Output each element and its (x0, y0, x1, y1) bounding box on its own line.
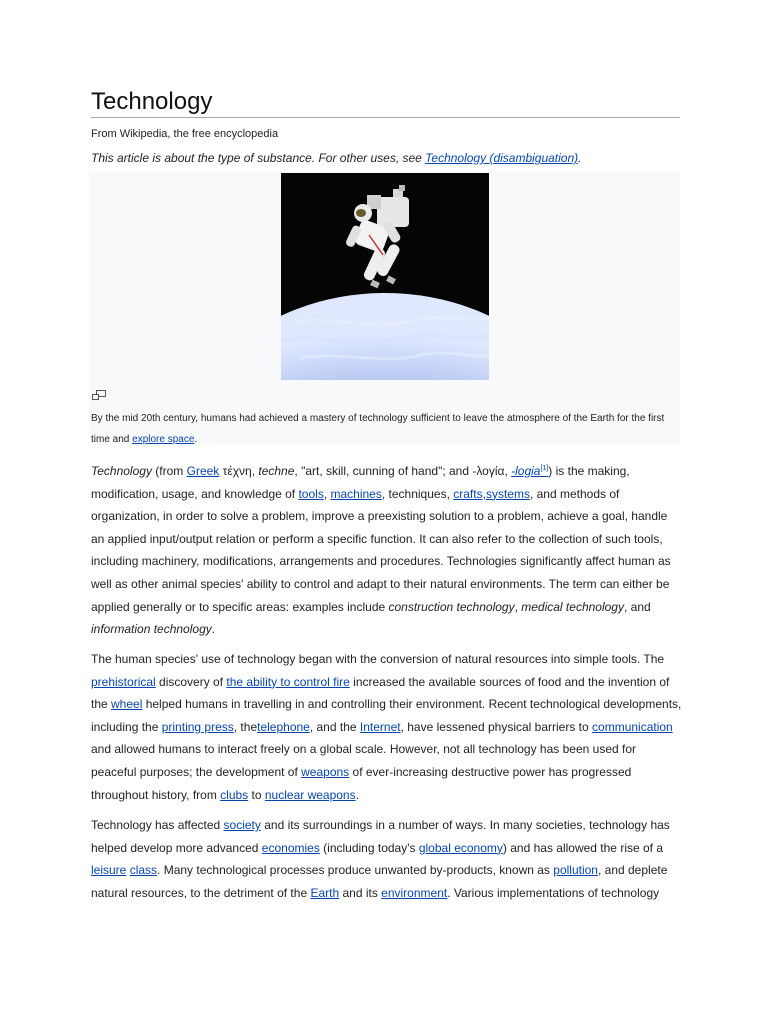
machines-link[interactable]: machines (330, 486, 382, 501)
text-run: to (248, 787, 265, 802)
text-run: of ever-increasing destructive power has progressed throughout history, from (91, 764, 632, 802)
text-run: ) and has allowed the rise of a (502, 840, 664, 855)
text-run: , have lessened physical barriers to (400, 719, 593, 734)
history-paragraph (91, 648, 683, 806)
telephone-link[interactable]: telephone (257, 719, 310, 734)
internet-link[interactable]: Internet (359, 719, 401, 734)
caption-text: By the mid 20th century, humans had achieved a mastery of technology sufficient to leave the atmosphere of the Earth for the first time and (91, 413, 665, 445)
text-run: increased the available sources of food and the invention of the (91, 674, 670, 712)
hatnote (91, 151, 582, 165)
environment-link[interactable]: environment (381, 885, 448, 900)
text-run: τέχνη, (219, 464, 259, 478)
greek-link[interactable]: Greek (186, 464, 220, 478)
title-divider (91, 117, 680, 118)
astronaut-in-space-photo-icon (281, 173, 489, 380)
text-run: , "art, skill, cunning of hand"; and -λογία, (294, 464, 512, 478)
impact-paragraph (91, 814, 683, 904)
term-techne: techne (258, 464, 295, 478)
caption-end: . (194, 434, 198, 445)
pollution-link[interactable]: pollution (553, 863, 598, 878)
weapons-link[interactable]: weapons (301, 764, 350, 779)
global-economy-link[interactable]: global economy (418, 840, 503, 855)
wheel-link[interactable]: wheel (111, 697, 143, 712)
communication-link[interactable]: communication (592, 719, 673, 734)
text-run: , (323, 486, 331, 501)
text-run: and its (339, 885, 382, 900)
earth-link[interactable]: Earth (310, 885, 340, 900)
nuclear-weapons-link[interactable]: nuclear weapons (264, 787, 356, 802)
economies-link[interactable]: economies (261, 840, 320, 855)
tools-link[interactable]: tools (298, 486, 324, 501)
term-technology: Technology (91, 464, 152, 478)
page-title: Technology (91, 88, 213, 115)
text-run: , techniques, (381, 486, 454, 501)
text-run: Technology has affected (91, 818, 224, 832)
text-run: helped humans in travelling in and controlling their environment. Recent technological developments, including the (91, 697, 682, 734)
logia-link[interactable] (511, 464, 548, 478)
text-run: , and methods of organization, in order to solve a problem, improve a preexisting solution to a problem, achieve a goal, handle an applied input/output relation or perform a specific function. It can also refer to the collection of such tools, including machinery, modifications, arrangements and procedures. Technologies significantly affect human as well as other animal species' ability to control and adapt to their natural environments. The term can either be applied generally or to specific areas: examples include (91, 486, 671, 614)
intro-paragraph (91, 460, 683, 641)
site-tagline: From Wikipedia, the free encyclopedia (91, 128, 279, 140)
text-run: . Many technological processes produce unwanted by-products, known as (157, 863, 554, 878)
text-run: , (482, 486, 486, 501)
society-link[interactable]: society (223, 818, 261, 832)
clubs-link[interactable]: clubs (220, 787, 249, 802)
text-run: , and deplete natural resources, to the detriment of the (91, 863, 668, 900)
printing-press-link[interactable]: printing press (161, 719, 234, 734)
text-run: (from (151, 464, 187, 478)
text-run: and its surroundings in a number of ways. In many societies, technology has helped develop more advanced (91, 818, 670, 855)
explore-space-link[interactable]: explore space (132, 434, 195, 445)
enlarge-icon[interactable] (92, 390, 106, 400)
leisure-link[interactable]: leisure (91, 863, 127, 878)
reference-1[interactable]: [1] (540, 465, 549, 472)
article-figure (89, 172, 680, 444)
text-run: (including today's (319, 840, 419, 855)
systems-link[interactable]: systems (485, 486, 530, 501)
text-run: discovery of (155, 674, 227, 689)
text-run: , the (233, 719, 258, 734)
control-fire-link[interactable]: the ability to control fire (226, 674, 350, 689)
term-construction-technology: construction technology (388, 599, 515, 614)
hatnote-text: This article is about the type of substance. For other uses, see (91, 151, 426, 165)
text-run: The human species' use of technology began with the conversion of natural resources into simple tools. The (91, 652, 665, 666)
text-run: . (211, 622, 216, 637)
hatnote-end: . (578, 151, 582, 165)
text-run: , and (623, 599, 651, 614)
figure-caption (91, 408, 676, 450)
text-run: ) is the making, modification, usage, and knowledge of (91, 464, 630, 501)
prehistorical-link[interactable]: prehistorical (91, 674, 156, 689)
text-run: , and the (309, 719, 360, 734)
text-run: , (514, 599, 522, 614)
disambiguation-link[interactable]: Technology (disambiguation) (425, 151, 579, 165)
astronaut-photo[interactable] (281, 173, 489, 380)
text-run: . Various implementations of technology (447, 885, 660, 900)
logia-term[interactable]: -logia (511, 464, 541, 478)
term-information-technology: information technology (91, 622, 212, 637)
class-link[interactable]: class (129, 863, 158, 878)
crafts-link[interactable]: crafts (453, 486, 483, 501)
text-run: . (355, 787, 359, 802)
term-medical-technology: medical technology (521, 599, 624, 614)
text-run: and allowed humans to interact freely on a global scale. However, not all technology has been used for peaceful purposes; the development of (91, 742, 637, 779)
